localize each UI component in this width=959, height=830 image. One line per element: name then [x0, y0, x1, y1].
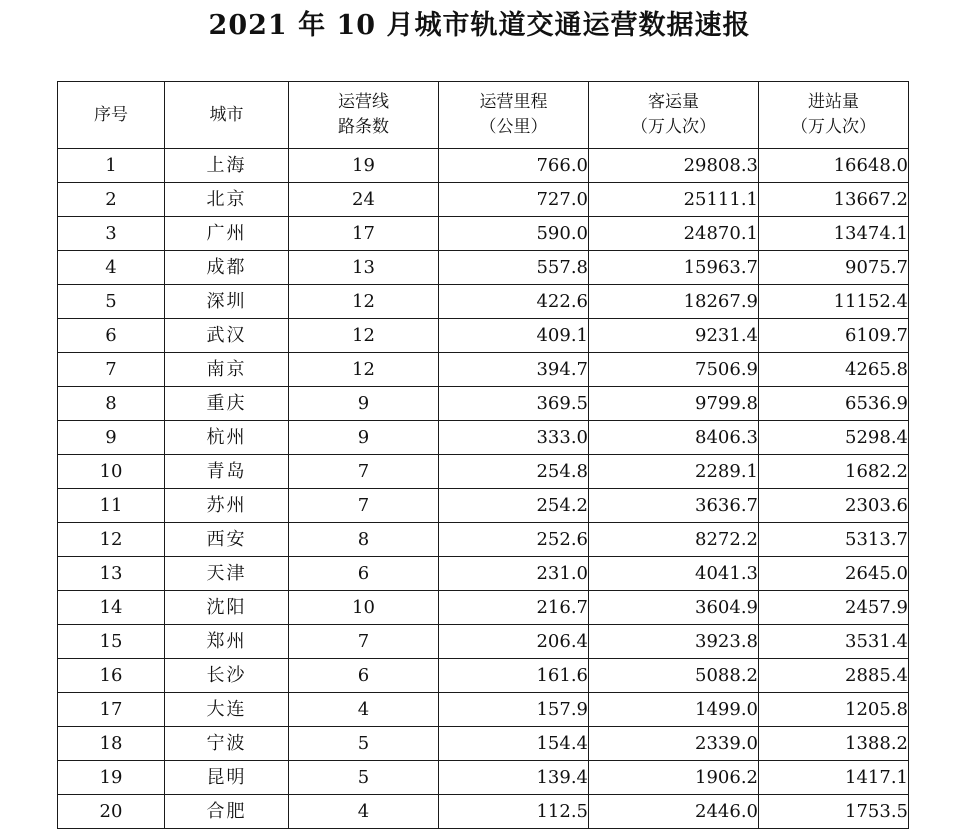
passenger-volume-cell: 9799.8 [589, 387, 759, 421]
line-count-cell: 7 [289, 625, 439, 659]
header-entries [759, 82, 909, 149]
header-line-count-line2: 路条数 [338, 117, 389, 137]
passenger-volume-cell: 18267.9 [589, 285, 759, 319]
line-count-cell: 9 [289, 387, 439, 421]
passenger-volume-cell: 8406.3 [589, 421, 759, 455]
rank-cell: 1 [58, 149, 165, 183]
line-count-cell: 5 [289, 727, 439, 761]
mileage-cell: 766.0 [439, 149, 589, 183]
rank-cell: 7 [58, 353, 165, 387]
mileage-cell: 154.4 [439, 727, 589, 761]
rank-cell: 3 [58, 217, 165, 251]
mileage-cell: 394.7 [439, 353, 589, 387]
city-cell: 北京 [165, 183, 289, 217]
rank-cell: 13 [58, 557, 165, 591]
line-count-cell: 12 [289, 353, 439, 387]
mileage-cell: 590.0 [439, 217, 589, 251]
city-cell: 大连 [165, 693, 289, 727]
city-cell: 南京 [165, 353, 289, 387]
table-row [58, 149, 909, 183]
mileage-cell: 409.1 [439, 319, 589, 353]
table-row [58, 353, 909, 387]
header-entries-line2: （万人次） [791, 117, 876, 137]
city-cell: 青岛 [165, 455, 289, 489]
line-count-cell: 17 [289, 217, 439, 251]
line-count-cell: 19 [289, 149, 439, 183]
mileage-cell: 216.7 [439, 591, 589, 625]
mileage-cell: 252.6 [439, 523, 589, 557]
line-count-cell: 5 [289, 761, 439, 795]
entries-cell: 4265.8 [759, 353, 909, 387]
header-passenger-volume [589, 82, 759, 149]
city-cell: 天津 [165, 557, 289, 591]
table-row [58, 387, 909, 421]
header-rank [58, 82, 165, 149]
header-line-count-line1: 运营线 [338, 92, 389, 112]
line-count-cell: 6 [289, 659, 439, 693]
mileage-cell: 161.6 [439, 659, 589, 693]
passenger-volume-cell: 1499.0 [589, 693, 759, 727]
line-count-cell: 8 [289, 523, 439, 557]
header-passenger-volume-line1: 客运量 [648, 92, 699, 112]
mileage-cell: 557.8 [439, 251, 589, 285]
rank-cell: 10 [58, 455, 165, 489]
line-count-cell: 9 [289, 421, 439, 455]
entries-cell: 1753.5 [759, 795, 909, 829]
city-cell: 成都 [165, 251, 289, 285]
header-city [165, 82, 289, 149]
entries-cell: 1682.2 [759, 455, 909, 489]
table-row [58, 421, 909, 455]
entries-cell: 6109.7 [759, 319, 909, 353]
rank-cell: 14 [58, 591, 165, 625]
table-row [58, 523, 909, 557]
rank-cell: 16 [58, 659, 165, 693]
line-count-cell: 12 [289, 285, 439, 319]
passenger-volume-cell: 8272.2 [589, 523, 759, 557]
table-row [58, 285, 909, 319]
header-mileage-line1: 运营里程 [479, 92, 548, 112]
entries-cell: 1417.1 [759, 761, 909, 795]
header-line-count [289, 82, 439, 149]
mileage-cell: 254.8 [439, 455, 589, 489]
city-cell: 合肥 [165, 795, 289, 829]
table-row [58, 693, 909, 727]
rank-cell: 18 [58, 727, 165, 761]
passenger-volume-cell: 2339.0 [589, 727, 759, 761]
rank-cell: 2 [58, 183, 165, 217]
table-header-row [58, 82, 909, 149]
city-cell: 宁波 [165, 727, 289, 761]
passenger-volume-cell: 1906.2 [589, 761, 759, 795]
entries-cell: 1388.2 [759, 727, 909, 761]
line-count-cell: 13 [289, 251, 439, 285]
city-cell: 武汉 [165, 319, 289, 353]
entries-cell: 3531.4 [759, 625, 909, 659]
city-cell: 广州 [165, 217, 289, 251]
line-count-cell: 6 [289, 557, 439, 591]
entries-cell: 1205.8 [759, 693, 909, 727]
city-cell: 上海 [165, 149, 289, 183]
rank-cell: 5 [58, 285, 165, 319]
table-row [58, 761, 909, 795]
rank-cell: 4 [58, 251, 165, 285]
header-mileage [439, 82, 589, 149]
metro-operations-table [57, 81, 909, 829]
passenger-volume-cell: 3923.8 [589, 625, 759, 659]
mileage-cell: 157.9 [439, 693, 589, 727]
rank-cell: 6 [58, 319, 165, 353]
mileage-cell: 369.5 [439, 387, 589, 421]
mileage-cell: 206.4 [439, 625, 589, 659]
city-cell: 苏州 [165, 489, 289, 523]
city-cell: 杭州 [165, 421, 289, 455]
city-cell: 昆明 [165, 761, 289, 795]
rank-cell: 20 [58, 795, 165, 829]
passenger-volume-cell: 7506.9 [589, 353, 759, 387]
passenger-volume-cell: 2446.0 [589, 795, 759, 829]
passenger-volume-cell: 3636.7 [589, 489, 759, 523]
table-row [58, 489, 909, 523]
line-count-cell: 4 [289, 693, 439, 727]
passenger-volume-cell: 2289.1 [589, 455, 759, 489]
passenger-volume-cell: 3604.9 [589, 591, 759, 625]
entries-cell: 2885.4 [759, 659, 909, 693]
entries-cell: 2645.0 [759, 557, 909, 591]
entries-cell: 2303.6 [759, 489, 909, 523]
city-cell: 长沙 [165, 659, 289, 693]
city-cell: 西安 [165, 523, 289, 557]
mileage-cell: 231.0 [439, 557, 589, 591]
passenger-volume-cell: 25111.1 [589, 183, 759, 217]
rank-cell: 17 [58, 693, 165, 727]
table-row [58, 727, 909, 761]
table-row [58, 795, 909, 829]
passenger-volume-cell: 4041.3 [589, 557, 759, 591]
header-passenger-volume-line2: （万人次） [631, 117, 716, 137]
table-row [58, 217, 909, 251]
table-row [58, 455, 909, 489]
passenger-volume-cell: 15963.7 [589, 251, 759, 285]
line-count-cell: 7 [289, 489, 439, 523]
mileage-cell: 112.5 [439, 795, 589, 829]
page-title: 2021 年 10 月城市轨道交通运营数据速报 [208, 10, 751, 41]
entries-cell: 5313.7 [759, 523, 909, 557]
passenger-volume-cell: 5088.2 [589, 659, 759, 693]
header-city-label: 城市 [209, 104, 244, 125]
entries-cell: 2457.9 [759, 591, 909, 625]
entries-cell: 9075.7 [759, 251, 909, 285]
mileage-cell: 254.2 [439, 489, 589, 523]
city-cell: 郑州 [165, 625, 289, 659]
rank-cell: 12 [58, 523, 165, 557]
table-row [58, 557, 909, 591]
header-rank-label: 序号 [94, 104, 128, 125]
mileage-cell: 727.0 [439, 183, 589, 217]
entries-cell: 5298.4 [759, 421, 909, 455]
line-count-cell: 4 [289, 795, 439, 829]
rank-cell: 9 [58, 421, 165, 455]
entries-cell: 13667.2 [759, 183, 909, 217]
table-row [58, 659, 909, 693]
entries-cell: 13474.1 [759, 217, 909, 251]
mileage-cell: 139.4 [439, 761, 589, 795]
line-count-cell: 24 [289, 183, 439, 217]
mileage-cell: 422.6 [439, 285, 589, 319]
entries-cell: 6536.9 [759, 387, 909, 421]
table-row [58, 251, 909, 285]
rank-cell: 19 [58, 761, 165, 795]
line-count-cell: 7 [289, 455, 439, 489]
passenger-volume-cell: 24870.1 [589, 217, 759, 251]
table-row [58, 591, 909, 625]
passenger-volume-cell: 9231.4 [589, 319, 759, 353]
table-row [58, 183, 909, 217]
entries-cell: 16648.0 [759, 149, 909, 183]
city-cell: 沈阳 [165, 591, 289, 625]
table-row [58, 625, 909, 659]
header-entries-line1: 进站量 [808, 92, 859, 112]
passenger-volume-cell: 29808.3 [589, 149, 759, 183]
city-cell: 重庆 [165, 387, 289, 421]
line-count-cell: 10 [289, 591, 439, 625]
entries-cell: 11152.4 [759, 285, 909, 319]
table-row [58, 319, 909, 353]
header-mileage-line2: （公里） [479, 117, 548, 137]
rank-cell: 8 [58, 387, 165, 421]
rank-cell: 11 [58, 489, 165, 523]
table-body [58, 149, 909, 829]
line-count-cell: 12 [289, 319, 439, 353]
mileage-cell: 333.0 [439, 421, 589, 455]
rank-cell: 15 [58, 625, 165, 659]
city-cell: 深圳 [165, 285, 289, 319]
